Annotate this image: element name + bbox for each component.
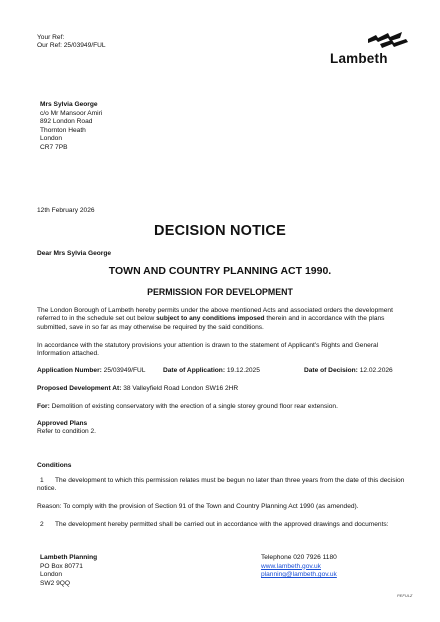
- for-value: Demolition of existing conservatory with the erection of a single storey ground floor rear extension.: [49, 403, 338, 410]
- condition-2: [37, 521, 407, 529]
- act-heading: TOWN AND COUNTRY PLANNING ACT 1990.: [108, 265, 332, 277]
- lambeth-logo-text: Lambeth: [330, 51, 388, 66]
- footer-contact: [261, 554, 337, 580]
- letter-date: 12th February 2026: [37, 207, 95, 214]
- date-of-application-label: Date of Application:: [163, 367, 226, 374]
- our-ref: Our Ref: 25/03949/FUL: [37, 42, 106, 50]
- proposed-value: 38 Valleyfield Road London SW16 2HR: [121, 385, 239, 392]
- address-line: c/o Mr Mansoor Amiri: [40, 109, 103, 117]
- footer-email-link[interactable]: planning@lambeth.gov.uk: [261, 571, 337, 579]
- date-of-application-value: 19.12.2025: [225, 367, 260, 374]
- proposed-development: [37, 385, 407, 393]
- footer-website-link[interactable]: www.lambeth.gov.uk: [261, 562, 321, 570]
- conditions-heading: Conditions: [37, 462, 72, 469]
- address-line: 892 London Road: [40, 118, 93, 126]
- approved-plans-text: Refer to condition 2.: [37, 428, 97, 436]
- footer-address-line: London: [40, 571, 63, 579]
- permission-heading: PERMISSION FOR DEVELOPMENT: [147, 287, 293, 297]
- intro-text-end: therein and in accordance with the plans submitted, save in so far as may otherwise be required by the said conditions.: [37, 315, 385, 331]
- condition-1-number: 1: [40, 477, 44, 484]
- footer-address-line: PO Box 80771: [40, 562, 83, 570]
- recipient-name: Mrs Sylvia George: [40, 101, 98, 108]
- your-ref: Your Ref:: [37, 34, 65, 41]
- salutation: Dear Mrs Sylvia George: [37, 250, 112, 257]
- footer-address-line: SW2 9QQ: [40, 579, 71, 587]
- condition-2-text: The development hereby permitted shall be carried out in accordance with the approved drawings and documents:: [55, 521, 389, 528]
- recipient-address: [40, 101, 102, 153]
- footer-org: Lambeth Planning: [40, 554, 98, 561]
- application-number-label: Application Number:: [37, 367, 102, 374]
- date-of-application: [163, 367, 260, 374]
- footer-address: [40, 554, 97, 588]
- document-code: PEFULZ: [397, 593, 413, 598]
- intro-text: The London Borough of Lambeth hereby permits under the above mentioned Acts and associated orders the development referred to in the schedule set out below: [37, 307, 393, 323]
- for-description: [37, 403, 407, 411]
- intro-bold-text: subject to any conditions imposed: [156, 315, 265, 323]
- address-line: London: [40, 135, 63, 143]
- condition-1: [37, 477, 407, 494]
- proposed-label: Proposed Development At:: [37, 385, 122, 392]
- lambeth-logo: [330, 32, 410, 66]
- application-number-value: 25/03949/FUL: [101, 367, 146, 374]
- for-label: For:: [37, 403, 50, 410]
- statutory-paragraph: In accordance with the statutory provisions your attention is drawn to the statement of Applicant’s Rights and General Information attached.: [37, 342, 379, 358]
- address-line: Thornton Heath: [40, 126, 86, 134]
- reason-1: Reason: To comply with the provision of Section 91 of the Town and Country Planning Act 1990 (as amended).: [37, 503, 359, 510]
- lambeth-swoosh-icon: [366, 32, 410, 50]
- reference-block: [37, 34, 106, 51]
- condition-2-number: 2: [40, 521, 44, 528]
- intro-paragraph: [37, 307, 407, 332]
- page-title: DECISION NOTICE: [154, 223, 286, 239]
- date-of-decision: [304, 367, 393, 374]
- approved-plans-heading: Approved Plans: [37, 420, 88, 427]
- condition-1-text: The development to which this permission relates must be begun no later than three years from the date of this decision notice.: [37, 477, 405, 493]
- footer-telephone: Telephone 020 7926 1180: [261, 554, 337, 561]
- address-line: CR7 7PB: [40, 143, 68, 151]
- approved-plans-section: [37, 420, 407, 437]
- date-of-decision-label: Date of Decision:: [304, 367, 358, 374]
- date-of-decision-value: 12.02.2026: [357, 367, 393, 374]
- application-number: [37, 367, 145, 374]
